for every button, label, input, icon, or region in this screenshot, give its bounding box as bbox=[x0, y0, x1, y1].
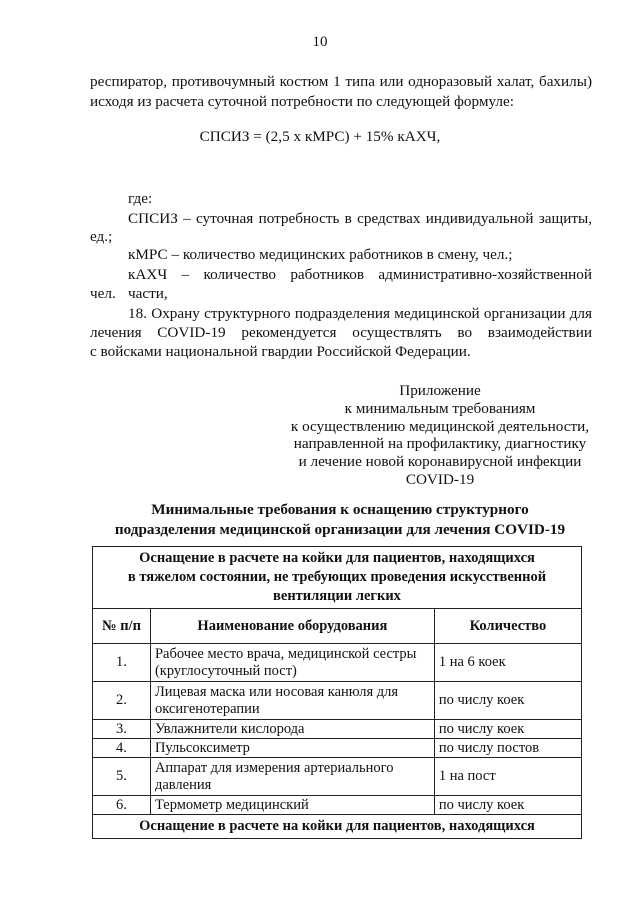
definition-kahch: кАХЧ – количество работников административно-хозяйственной части, bbox=[128, 266, 592, 302]
definition-spsiz: СПСИЗ – суточная потребность в средствах индивидуальной защиты, bbox=[128, 210, 592, 227]
section-line: Оснащение в расчете на койки для пациентов, находящихся bbox=[139, 550, 535, 566]
equipment-name-line: Пульсоксиметр bbox=[154, 739, 250, 756]
equipment-name bbox=[150, 682, 434, 720]
table-row bbox=[93, 739, 582, 758]
equipment-name-line: Рабочее место врача, медицинской сестры bbox=[154, 645, 417, 662]
section-line: вентиляции легких bbox=[273, 588, 401, 604]
section-header: Оснащение в расчете на койки для пациентов, находящихся bbox=[93, 815, 582, 839]
table-row bbox=[93, 720, 582, 739]
where-label: где: bbox=[128, 190, 153, 207]
item-18-line: 18. Охрану структурного подразделения медицинской организации для bbox=[128, 305, 592, 322]
section-header bbox=[93, 547, 582, 609]
equipment-name bbox=[150, 739, 434, 758]
equipment-table bbox=[92, 546, 582, 839]
equipment-name-line: Аппарат для измерения артериального bbox=[154, 759, 394, 776]
equipment-name-line: (круглосуточный пост) bbox=[154, 662, 297, 679]
equipment-name bbox=[150, 758, 434, 796]
equipment-name-line: Увлажнители кислорода bbox=[154, 720, 305, 737]
equipment-name-line: оксигенотерапии bbox=[154, 700, 260, 717]
col-header-name: Наименование оборудования bbox=[150, 609, 434, 644]
paragraph-line: исходя из расчета суточной потребности по следующей формуле: bbox=[90, 93, 514, 110]
section-line: в тяжелом состоянии, не требующих проведения искусственной bbox=[127, 569, 547, 585]
equipment-name-line: Лицевая маска или носовая канюля для bbox=[154, 683, 399, 700]
appendix-line: к минимальным требованиям bbox=[344, 399, 536, 417]
row-number: 2. bbox=[93, 682, 151, 720]
definition-kahch-unit: чел. bbox=[90, 285, 116, 302]
table-row bbox=[93, 796, 582, 815]
equipment-name-line: Термометр медицинский bbox=[154, 796, 309, 813]
title-line: Минимальные требования к оснащению структурного bbox=[151, 501, 529, 518]
document-title bbox=[90, 500, 590, 540]
appendix-line: к осуществлению медицинской деятельности, bbox=[290, 417, 590, 435]
title-line: подразделения медицинской организации для лечения COVID-19 bbox=[114, 521, 566, 538]
row-number: 4. bbox=[93, 739, 151, 758]
appendix-line: Приложение bbox=[399, 382, 481, 399]
page-number: 10 bbox=[312, 34, 328, 50]
section-header-row bbox=[93, 547, 582, 609]
equipment-qty: по числу коек bbox=[434, 682, 581, 720]
equipment-qty: по числу коек bbox=[434, 720, 581, 739]
definition-kmrs: кМРС – количество медицинских работников в смену, чел.; bbox=[128, 246, 513, 263]
row-number: 1. bbox=[93, 644, 151, 682]
row-number: 5. bbox=[93, 758, 151, 796]
equipment-qty: 1 на пост bbox=[434, 758, 581, 796]
col-header-qty: Количество bbox=[434, 609, 581, 644]
paragraph-line: респиратор, противочумный костюм 1 типа или одноразовый халат, бахилы) bbox=[90, 73, 592, 90]
definition-spsiz-unit: ед.; bbox=[90, 228, 113, 245]
column-header-row bbox=[93, 609, 582, 644]
row-number: 3. bbox=[93, 720, 151, 739]
col-header-num: № п/п bbox=[93, 609, 151, 644]
equipment-qty: 1 на 6 коек bbox=[434, 644, 581, 682]
equipment-name bbox=[150, 644, 434, 682]
equipment-qty: по числу постов bbox=[434, 739, 581, 758]
ppe-formula: СПСИЗ = (2,5 х кМРС) + 15% кАХЧ, bbox=[199, 128, 441, 145]
row-number: 6. bbox=[93, 796, 151, 815]
appendix-heading bbox=[280, 382, 600, 489]
item-18-line: лечения COVID-19 рекомендуется осуществлять во взаимодействии bbox=[90, 324, 592, 341]
equipment-name bbox=[150, 720, 434, 739]
item-18-line: с войсками национальной гвардии Российской Федерации. bbox=[90, 343, 471, 360]
equipment-name-line: давления bbox=[154, 776, 212, 793]
equipment-name bbox=[150, 796, 434, 815]
appendix-line: и лечение новой коронавирусной инфекции bbox=[298, 453, 582, 471]
table-row bbox=[93, 682, 582, 720]
table-row bbox=[93, 758, 582, 796]
appendix-line: направленной на профилактику, диагностику bbox=[293, 435, 587, 453]
table-row bbox=[93, 644, 582, 682]
section-header-row bbox=[93, 815, 582, 839]
equipment-qty: по числу коек bbox=[434, 796, 581, 815]
appendix-line: COVID-19 bbox=[405, 470, 475, 488]
